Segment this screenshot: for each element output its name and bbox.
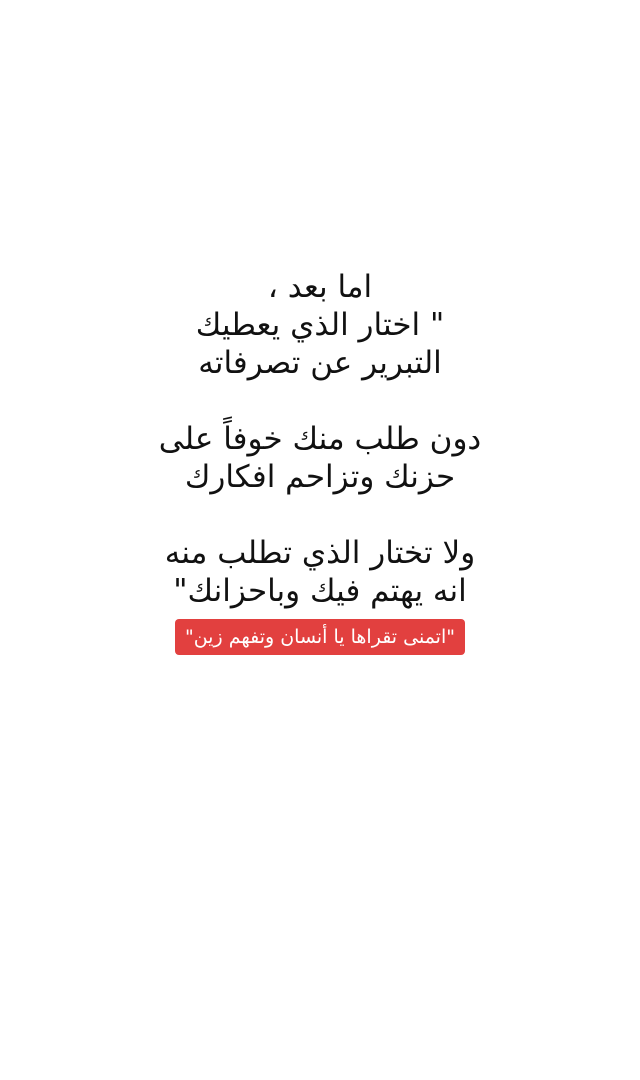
highlight-container xyxy=(0,619,640,655)
quote-line: " اختار الذي يعطيك xyxy=(195,307,445,343)
quote-line: التبرير عن تصرفاته xyxy=(198,345,442,381)
quote-line: حزنك وتزاحم افكارك xyxy=(184,459,456,495)
stanza-gap xyxy=(0,496,640,534)
highlight-label: "اتمنى تقراها يا أنسان وتفهم زين" xyxy=(175,619,465,655)
quote-line: انه يهتم فيك وباحزانك" xyxy=(173,573,467,609)
quote-line: دون طلب منك خوفاً على xyxy=(158,421,482,457)
quote-line: ولا تختار الذي تطلب منه xyxy=(164,535,476,571)
stanza-gap xyxy=(0,382,640,420)
quote-line: اما بعد ، xyxy=(267,269,373,305)
quote-text xyxy=(0,268,640,610)
